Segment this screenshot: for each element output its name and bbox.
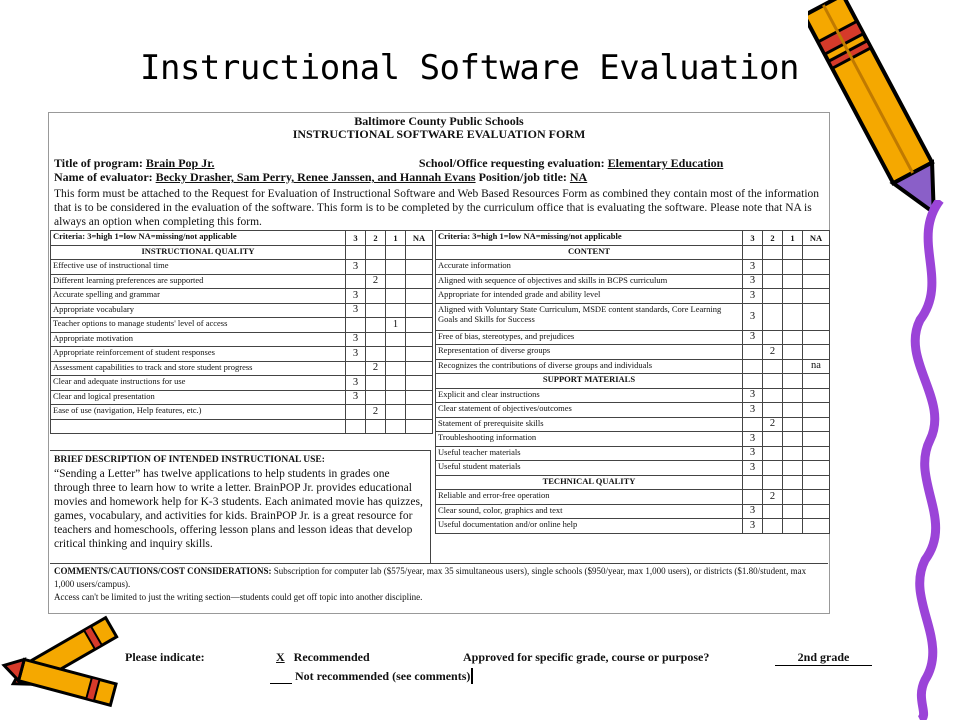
instructional-quality-rating-na[interactable] xyxy=(406,332,433,347)
content-row xyxy=(436,345,830,360)
col-3: 3 xyxy=(346,231,366,246)
instructional-quality-rating-r1[interactable] xyxy=(386,289,406,304)
not-recommended-label: Not recommended (see comments) xyxy=(295,669,471,683)
instructional-quality-rating-r3[interactable]: 3 xyxy=(346,390,366,405)
comments-box xyxy=(50,563,828,613)
technical-rating-r2[interactable]: 2 xyxy=(763,490,783,505)
instructional-quality-rating-na[interactable] xyxy=(406,405,433,420)
instructional-quality-rating-r2[interactable] xyxy=(366,303,386,318)
instructional-quality-rating-r1[interactable] xyxy=(386,376,406,391)
content-label: Accurate information xyxy=(436,260,743,275)
content-label: Aligned with Voluntary State Curriculum, MSDE content standards, Core Learning Goals and Skills for Success xyxy=(436,303,743,330)
instructional-quality-rating-r3[interactable]: 3 xyxy=(346,260,366,275)
support-rating-na[interactable] xyxy=(803,432,830,447)
form-instructions: This form must be attached to the Request for Evaluation of Instructional Software and Web Based Resources Form as combined they contain most of the information that is to be considered in the evaluation of the software. This form is to be completed by the curriculum office that is evaluating the software. Please note that NA is always an option when completing this form. xyxy=(54,188,820,228)
technical-rating-r1[interactable] xyxy=(783,504,803,519)
support-label: Useful student materials xyxy=(436,461,743,476)
support-rating-r1[interactable] xyxy=(783,446,803,461)
evaluator-label: Name of evaluator: xyxy=(54,170,153,184)
content-label: Recognizes the contributions of diverse groups and individuals xyxy=(436,359,743,374)
instructional-quality-rating-r1[interactable]: 1 xyxy=(386,318,406,333)
content-rating-r1[interactable] xyxy=(783,274,803,289)
pencils-icon xyxy=(0,612,140,720)
instructional-quality-table xyxy=(50,230,433,434)
support-rating-r2[interactable] xyxy=(763,388,783,403)
content-rating-r1[interactable] xyxy=(783,345,803,360)
criteria-header: Criteria: 3=high 1=low NA=missing/not applicable xyxy=(51,231,346,246)
description-box xyxy=(50,450,431,563)
grade-value[interactable]: 2nd grade xyxy=(775,650,872,666)
technical-row xyxy=(436,504,830,519)
support-rating-na[interactable] xyxy=(803,461,830,476)
instructional-quality-rating-r3[interactable]: 3 xyxy=(346,303,366,318)
content-rating-na[interactable] xyxy=(803,303,830,330)
col-na-right: NA xyxy=(803,231,830,246)
content-rating-na[interactable] xyxy=(803,330,830,345)
instructional-quality-rating-na[interactable] xyxy=(406,361,433,376)
instructional-quality-rating-r2[interactable]: 2 xyxy=(366,405,386,420)
support-label: Useful teacher materials xyxy=(436,446,743,461)
school-label: School/Office requesting evaluation: xyxy=(418,156,605,170)
support-rating-r3[interactable]: 3 xyxy=(743,388,763,403)
content-rating-r2[interactable] xyxy=(763,289,783,304)
instructional-quality-row xyxy=(51,303,433,318)
program-label: Title of program: xyxy=(54,156,143,170)
content-rating-r2[interactable] xyxy=(763,359,783,374)
instructional-quality-row xyxy=(51,289,433,304)
instructional-quality-rating-r2[interactable] xyxy=(366,347,386,362)
col-2: 2 xyxy=(366,231,386,246)
content-rating-r3[interactable]: 3 xyxy=(743,289,763,304)
content-rating-r2[interactable]: 2 xyxy=(763,345,783,360)
instructional-quality-rating-r3[interactable]: 3 xyxy=(346,376,366,391)
instructional-quality-rating-na[interactable] xyxy=(406,347,433,362)
support-rating-r1[interactable] xyxy=(783,432,803,447)
instructional-quality-rating-r2[interactable]: 2 xyxy=(366,361,386,376)
technical-label: Useful documentation and/or online help xyxy=(436,519,743,534)
support-rating-r1[interactable] xyxy=(783,461,803,476)
support-rating-r1[interactable] xyxy=(783,403,803,418)
content-rating-r2[interactable] xyxy=(763,303,783,330)
instructional-quality-row xyxy=(51,419,433,434)
support-rating-r3[interactable]: 3 xyxy=(743,403,763,418)
support-rating-r2[interactable] xyxy=(763,432,783,447)
instructional-quality-rating-na[interactable] xyxy=(406,318,433,333)
technical-rating-r3[interactable]: 3 xyxy=(743,519,763,534)
technical-label: Reliable and error-free operation xyxy=(436,490,743,505)
support-rating-r2[interactable] xyxy=(763,403,783,418)
instructional-quality-rating-r2[interactable] xyxy=(366,390,386,405)
instructional-quality-label xyxy=(51,419,346,434)
instructional-quality-row xyxy=(51,361,433,376)
support-row xyxy=(436,417,830,432)
content-rating-r3[interactable]: 3 xyxy=(743,260,763,275)
instructional-quality-rating-r1[interactable] xyxy=(386,260,406,275)
program-line xyxy=(54,157,723,170)
content-rating-na[interactable]: na xyxy=(803,359,830,374)
technical-rating-na[interactable] xyxy=(803,504,830,519)
technical-label: Clear sound, color, graphics and text xyxy=(436,504,743,519)
approved-question: Approved for specific grade, course or purpose? xyxy=(463,650,710,664)
content-rating-na[interactable] xyxy=(803,274,830,289)
comments-label: COMMENTS/CAUTIONS/COST CONSIDERATIONS: xyxy=(54,566,272,576)
instructional-quality-rating-r1[interactable] xyxy=(386,303,406,318)
instructional-quality-rating-r1[interactable] xyxy=(386,405,406,420)
content-rating-r3[interactable]: 3 xyxy=(743,274,763,289)
col-1-right: 1 xyxy=(783,231,803,246)
support-label: Explicit and clear instructions xyxy=(436,388,743,403)
criteria-header-right: Criteria: 3=high 1=low NA=missing/not applicable xyxy=(436,231,743,246)
not-recommended-blank[interactable] xyxy=(270,671,292,684)
instructional-quality-rating-r2[interactable] xyxy=(366,376,386,391)
instructional-quality-rating-na[interactable] xyxy=(406,260,433,275)
position-label: Position/job title: xyxy=(478,170,567,184)
instructional-quality-row xyxy=(51,390,433,405)
support-rating-r3[interactable]: 3 xyxy=(743,461,763,476)
instructional-quality-rating-r1[interactable] xyxy=(386,361,406,376)
content-row xyxy=(436,289,830,304)
instructional-quality-rating-na[interactable] xyxy=(406,390,433,405)
instructional-quality-label: Appropriate reinforcement of student responses xyxy=(51,347,346,362)
content-rating-na[interactable] xyxy=(803,289,830,304)
instructional-quality-rating-r2[interactable] xyxy=(366,260,386,275)
instructional-quality-label: Appropriate motivation xyxy=(51,332,346,347)
technical-rating-na[interactable] xyxy=(803,519,830,534)
position-value: NA xyxy=(569,170,588,184)
section-content: CONTENT xyxy=(436,245,743,260)
instructional-quality-rating-r2[interactable] xyxy=(366,332,386,347)
col-3-right: 3 xyxy=(743,231,763,246)
description-label: BRIEF DESCRIPTION OF INTENDED INSTRUCTIONAL USE: xyxy=(54,455,325,465)
squiggle-icon xyxy=(900,200,960,720)
instructional-quality-rating-r2[interactable] xyxy=(366,318,386,333)
instructional-quality-label: Effective use of instructional time xyxy=(51,260,346,275)
col-2-right: 2 xyxy=(763,231,783,246)
support-rating-na[interactable] xyxy=(803,403,830,418)
content-table xyxy=(435,230,830,534)
instructional-quality-rating-r3[interactable]: 3 xyxy=(346,347,366,362)
support-rating-r2[interactable]: 2 xyxy=(763,417,783,432)
pencil-icon xyxy=(808,0,958,230)
program-value: Brain Pop Jr. xyxy=(145,156,215,170)
content-rating-r1[interactable] xyxy=(783,303,803,330)
content-rating-r3[interactable]: 3 xyxy=(743,330,763,345)
instructional-quality-rating-r3[interactable] xyxy=(346,361,366,376)
technical-rating-r3[interactable]: 3 xyxy=(743,504,763,519)
col-na: NA xyxy=(406,231,433,246)
instructional-quality-rating-r1[interactable] xyxy=(386,419,406,434)
comments-text-2: Access can't be limited to just the writing section—students could get off topic into another discipline. xyxy=(54,592,423,602)
technical-rating-r1[interactable] xyxy=(783,490,803,505)
instructional-quality-rating-r1[interactable] xyxy=(386,274,406,289)
instructional-quality-rating-r1[interactable] xyxy=(386,347,406,362)
org-name: Baltimore County Public Schools xyxy=(354,114,524,128)
instructional-quality-label: Ease of use (navigation, Help features, etc.) xyxy=(51,405,346,420)
technical-rating-r2[interactable] xyxy=(763,519,783,534)
instructional-quality-row xyxy=(51,260,433,275)
text-cursor xyxy=(471,668,473,684)
instructional-quality-rating-r2[interactable]: 2 xyxy=(366,274,386,289)
support-label: Clear statement of objectives/outcomes xyxy=(436,403,743,418)
instructional-quality-row xyxy=(51,332,433,347)
content-label: Appropriate for intended grade and ability level xyxy=(436,289,743,304)
support-rating-r3[interactable]: 3 xyxy=(743,446,763,461)
instructional-quality-rating-na[interactable] xyxy=(406,419,433,434)
content-rating-r3[interactable] xyxy=(743,359,763,374)
technical-rating-r2[interactable] xyxy=(763,504,783,519)
instructional-quality-label: Clear and adequate instructions for use xyxy=(51,376,346,391)
instructional-quality-label: Appropriate vocabulary xyxy=(51,303,346,318)
instructional-quality-rating-r3[interactable] xyxy=(346,419,366,434)
support-row xyxy=(436,403,830,418)
col-1: 1 xyxy=(386,231,406,246)
recommended-label: Recommended xyxy=(293,650,370,664)
support-rating-r1[interactable] xyxy=(783,417,803,432)
content-label: Aligned with sequence of objectives and skills in BCPS curriculum xyxy=(436,274,743,289)
technical-rating-r3[interactable] xyxy=(743,490,763,505)
technical-rating-r1[interactable] xyxy=(783,519,803,534)
evaluator-value: Becky Drasher, Sam Perry, Renee Janssen, and Hannah Evans xyxy=(155,170,476,184)
recommended-line xyxy=(270,650,370,665)
support-rating-na[interactable] xyxy=(803,388,830,403)
section-technical-quality: TECHNICAL QUALITY xyxy=(436,475,743,490)
instructional-quality-label: Assessment capabilities to track and store student progress xyxy=(51,361,346,376)
support-rating-r2[interactable] xyxy=(763,446,783,461)
instructional-quality-row xyxy=(51,405,433,420)
content-label: Free of bias, stereotypes, and prejudices xyxy=(436,330,743,345)
instructional-quality-label: Clear and logical presentation xyxy=(51,390,346,405)
instructional-quality-label: Accurate spelling and grammar xyxy=(51,289,346,304)
technical-rating-na[interactable] xyxy=(803,490,830,505)
support-row xyxy=(436,432,830,447)
content-row xyxy=(436,303,830,330)
instructional-quality-rating-na[interactable] xyxy=(406,289,433,304)
instructional-quality-rating-r1[interactable] xyxy=(386,332,406,347)
content-rating-r2[interactable] xyxy=(763,330,783,345)
instructional-quality-rating-r3[interactable]: 3 xyxy=(346,332,366,347)
instructional-quality-rating-r3[interactable] xyxy=(346,318,366,333)
support-row xyxy=(436,446,830,461)
comments-text: Subscription for computer lab ($575/year, max 35 simultaneous users), single schools ($950/year, max 1,000 users), or districts ($1.80/student, max 1,000 users/campus). xyxy=(54,566,807,589)
instructional-quality-rating-na[interactable] xyxy=(406,303,433,318)
section-instructional-quality: INSTRUCTIONAL QUALITY xyxy=(51,245,346,260)
instructional-quality-row xyxy=(51,376,433,391)
support-rating-r2[interactable] xyxy=(763,461,783,476)
content-rating-r3[interactable]: 3 xyxy=(743,303,763,330)
content-rating-r1[interactable] xyxy=(783,359,803,374)
instructional-quality-rating-r3[interactable]: 3 xyxy=(346,289,366,304)
slide-title: Instructional Software Evaluation xyxy=(140,48,800,88)
support-rating-na[interactable] xyxy=(803,446,830,461)
support-rating-r3[interactable] xyxy=(743,417,763,432)
content-rating-r1[interactable] xyxy=(783,289,803,304)
instructional-quality-row xyxy=(51,274,433,289)
instructional-quality-rating-na[interactable] xyxy=(406,274,433,289)
content-rating-r3[interactable] xyxy=(743,345,763,360)
support-label: Troubleshooting information xyxy=(436,432,743,447)
content-rating-r1[interactable] xyxy=(783,260,803,275)
recommended-mark[interactable]: X xyxy=(276,650,285,664)
support-row xyxy=(436,388,830,403)
description-text: “Sending a Letter” has twelve applications to help students in grades one through three to learn how to write a letter. BrainPOP Jr. provides educational movies and homework help for K-3 students. Each animated movie has quizzes, games, vocabulary, and activities for kids. BrainPOP Jr. is a great resource for teachers and homeschools, offering lesson plans and lesson ideas that develop critical thinking and inquiry skills. xyxy=(54,468,423,550)
support-rating-na[interactable] xyxy=(803,417,830,432)
instructional-quality-rating-r2[interactable] xyxy=(366,289,386,304)
instructional-quality-rating-r3[interactable] xyxy=(346,274,366,289)
content-row xyxy=(436,260,830,275)
instructional-quality-rating-na[interactable] xyxy=(406,376,433,391)
instructional-quality-label: Teacher options to manage students' level of access xyxy=(51,318,346,333)
instructional-quality-row xyxy=(51,318,433,333)
content-row xyxy=(436,330,830,345)
technical-row xyxy=(436,490,830,505)
technical-row xyxy=(436,519,830,534)
instructional-quality-rating-r1[interactable] xyxy=(386,390,406,405)
form-title: INSTRUCTIONAL SOFTWARE EVALUATION FORM xyxy=(292,127,586,141)
evaluation-form xyxy=(48,112,830,614)
content-rating-r2[interactable] xyxy=(763,260,783,275)
content-label: Representation of diverse groups xyxy=(436,345,743,360)
support-rating-r1[interactable] xyxy=(783,388,803,403)
not-recommended-line xyxy=(270,668,473,684)
content-rating-na[interactable] xyxy=(803,260,830,275)
school-value: Elementary Education xyxy=(607,156,724,170)
content-rating-na[interactable] xyxy=(803,345,830,360)
instructional-quality-label: Different learning preferences are supported xyxy=(51,274,346,289)
instructional-quality-row xyxy=(51,347,433,362)
instructional-quality-rating-r2[interactable] xyxy=(366,419,386,434)
content-rating-r2[interactable] xyxy=(763,274,783,289)
please-indicate: Please indicate: xyxy=(125,650,205,664)
content-row xyxy=(436,359,830,374)
support-label: Statement of prerequisite skills xyxy=(436,417,743,432)
section-support-materials: SUPPORT MATERIALS xyxy=(436,374,743,389)
evaluator-line xyxy=(54,171,587,184)
content-rating-r1[interactable] xyxy=(783,330,803,345)
support-rating-r3[interactable]: 3 xyxy=(743,432,763,447)
content-row xyxy=(436,274,830,289)
support-row xyxy=(436,461,830,476)
instructional-quality-rating-r3[interactable] xyxy=(346,405,366,420)
